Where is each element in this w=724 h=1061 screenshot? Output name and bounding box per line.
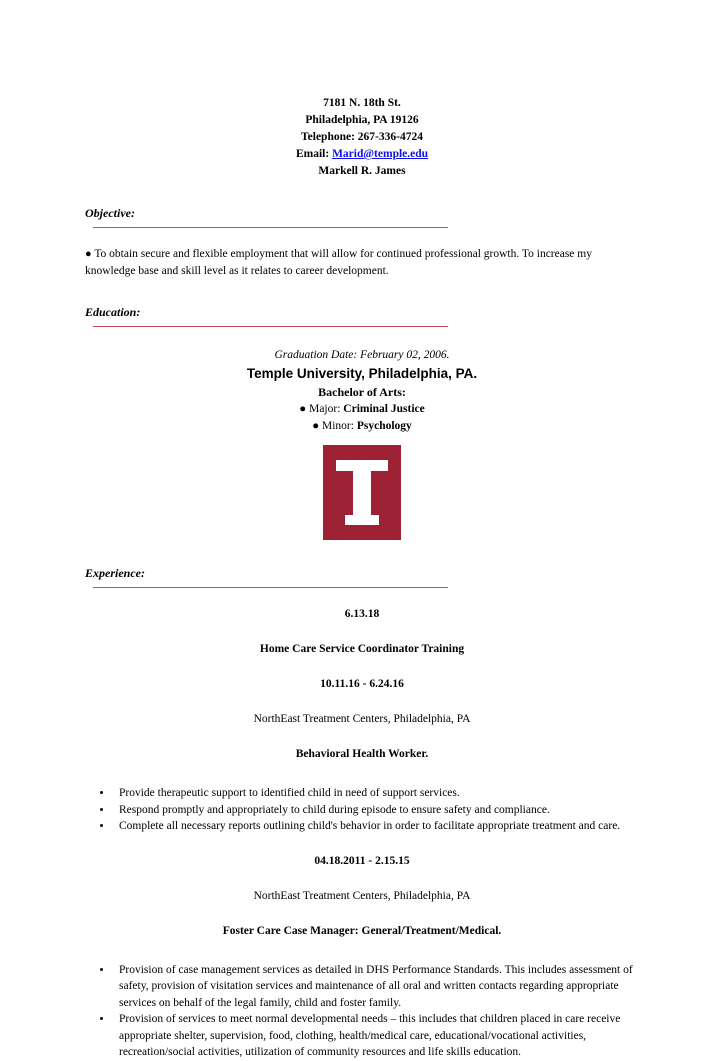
objective-text xyxy=(85,246,639,279)
list-item: • Provision of services to meet normal developmental needs – this includes that children placed in care receive appropriate shelter, supervision, food, clothing, health/medical care, educational/vocational activities, recreation/social activities, utilization of community resources and life skills education. xyxy=(113,1011,639,1061)
experience-organization: NorthEast Treatment Centers, Philadelphia, PA xyxy=(253,713,471,725)
temple-university-logo xyxy=(323,445,401,540)
address-line-2: Philadelphia, PA 19126 xyxy=(305,114,419,126)
list-item: • Provide therapeutic support to identified child in need of support services. xyxy=(113,785,639,802)
education-heading: Education: xyxy=(85,305,141,319)
experience-date: 6.13.18 xyxy=(344,608,380,620)
address-line-1: 7181 N. 18th St. xyxy=(323,97,401,109)
education-block xyxy=(85,347,639,540)
objective-divider xyxy=(93,227,448,228)
minor-line: ● Minor: Psychology xyxy=(312,420,412,432)
candidate-name: Markell R. James xyxy=(318,165,406,177)
objective-body: To obtain secure and flexible employment that will allow for continued professional growth. To increase my knowledge base and skill level as it relates to career development. xyxy=(85,248,592,277)
education-divider xyxy=(93,326,448,327)
objective-bullet-icon: ● xyxy=(85,248,92,260)
telephone-line: Telephone: 267-336-4724 xyxy=(301,131,423,143)
experience-date: 10.11.16 - 6.24.16 xyxy=(320,678,404,690)
list-item: • Provision of case management services as detailed in DHS Performance Standards. This includes assessment of safety, provision of visitation services and maintenance of all oral and written contacts regarding appropriate services on behalf of the legal family, child and foster family. xyxy=(113,962,639,1012)
email-link[interactable]: Marid@temple.edu xyxy=(332,148,429,160)
major-line: ● Major: Criminal Justice xyxy=(299,403,425,415)
email-label: Email: xyxy=(295,148,333,160)
logo-container xyxy=(85,445,639,540)
experience-role: Foster Care Case Manager: General/Treatment/Medical. xyxy=(222,924,502,937)
experience-entry-3 xyxy=(85,853,639,940)
contact-header xyxy=(85,95,639,180)
minor-value: Psychology xyxy=(356,420,412,432)
list-item: • Complete all necessary reports outlining child's behavior in order to facilitate appropriate treatment and care. xyxy=(113,818,639,835)
experience-heading: Experience: xyxy=(85,566,145,580)
experience-entry-1 xyxy=(85,606,639,658)
graduation-date: Graduation Date: February 02, 2006. xyxy=(274,349,450,361)
list-item: • Respond promptly and appropriately to child during episode to ensure safety and compliance. xyxy=(113,802,639,819)
experience-bullets-3 xyxy=(85,962,639,1061)
minor-label: Minor: xyxy=(322,420,357,432)
email-line xyxy=(85,146,639,163)
major-value: Criminal Justice xyxy=(343,403,425,415)
experience-role: Behavioral Health Worker. xyxy=(295,748,429,760)
major-label: Major: xyxy=(309,403,344,415)
objective-heading: Objective: xyxy=(85,206,135,220)
school-name: Temple University, Philadelphia, PA. xyxy=(246,366,478,381)
experience-divider xyxy=(93,587,448,588)
experience-date: 04.18.2011 - 2.15.15 xyxy=(314,854,410,867)
experience-bullets-2 xyxy=(85,785,639,835)
degree-name: Bachelor of Arts: xyxy=(318,385,406,399)
experience-organization: NorthEast Treatment Centers, Philadelphia, PA xyxy=(253,889,471,902)
experience-title: Home Care Service Coordinator Training xyxy=(259,643,465,655)
experience-entry-2 xyxy=(85,676,639,763)
logo-t-foot xyxy=(345,515,379,525)
